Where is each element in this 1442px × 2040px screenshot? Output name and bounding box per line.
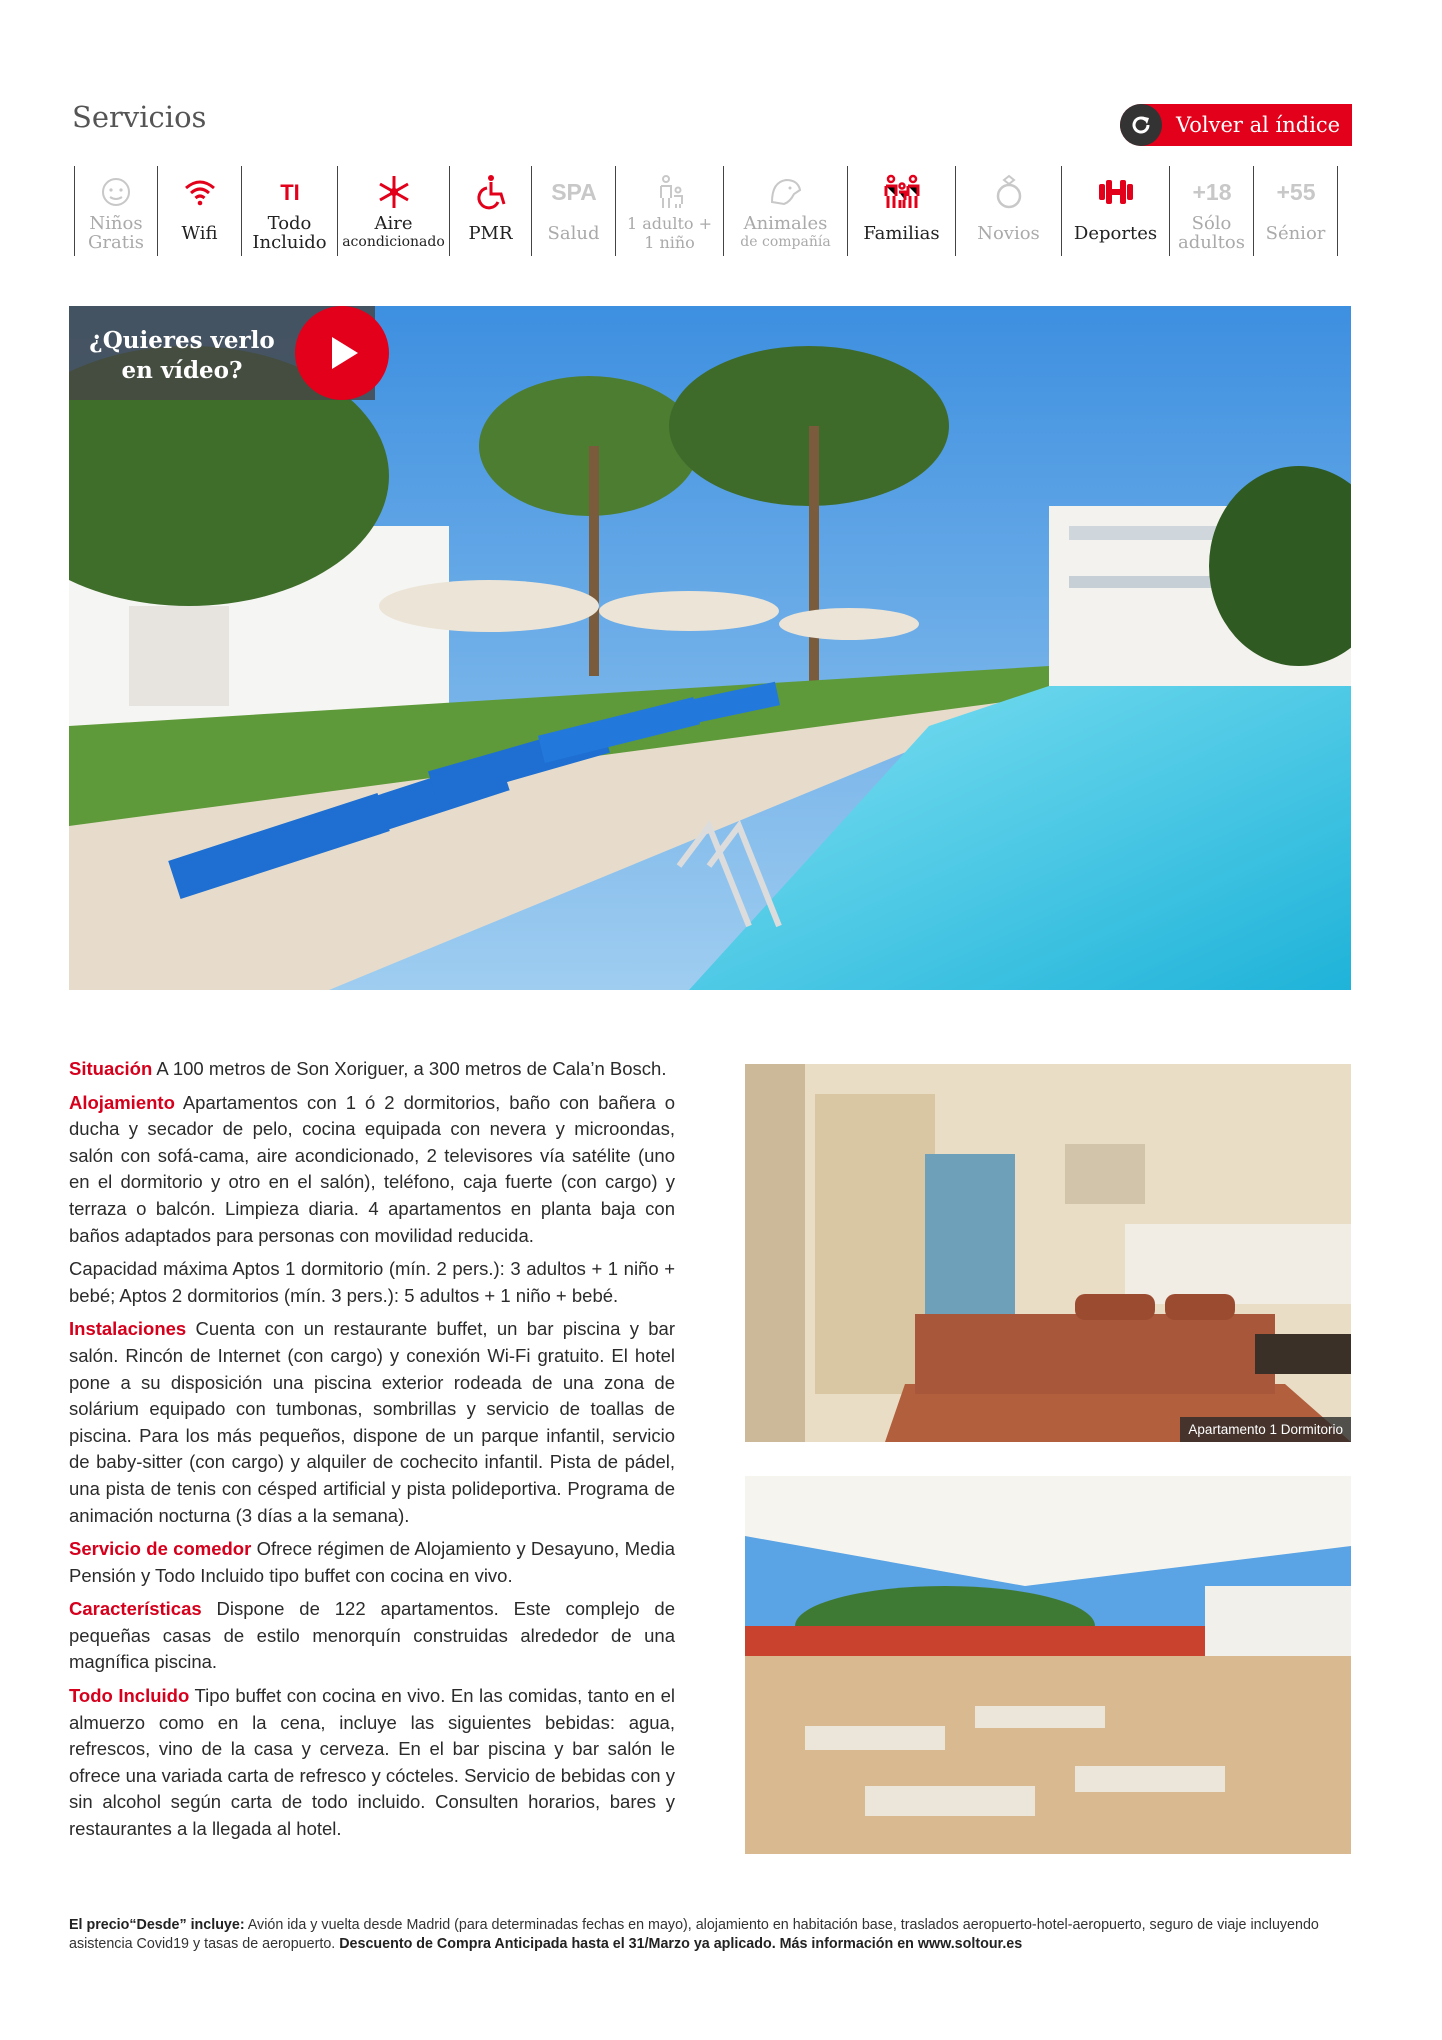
photo-caption: Apartamento 1 Dormitorio — [1180, 1417, 1351, 1442]
footer-bold-tail: Descuento de Compra Anticipada hasta el 31/Marzo ya aplicado. Más información en www.soltour.es — [339, 1936, 1023, 1952]
service-family — [848, 166, 956, 256]
service-label — [468, 224, 512, 243]
ti-icon — [260, 170, 320, 214]
service-label-line1: Deportes — [1073, 223, 1158, 244]
footer-text: Avión ida y vuelta desde Madrid (para determinadas fechas en mayo), alojamiento en habitación base, traslados aeropuerto-hotel-aeropuerto, seguro de viaje incluyendo asistencia Covid19 y tasas de aeropuerto. — [69, 1917, 1319, 1952]
service-label-line1: Familias — [863, 223, 940, 244]
service-pet — [724, 166, 848, 256]
service-label-line2: acondicionado — [342, 234, 445, 250]
service-label-line2: Gratis — [88, 232, 144, 253]
adult-child-icon — [650, 170, 690, 214]
section-text: Capacidad máxima Aptos 1 dormitorio (mín. 2 pers.): 3 adultos + 1 niño + bebé; Aptos 2 dormitorios (mín. 3 pers.): 5 adultos + 1 niño + bebé. — [69, 1258, 675, 1306]
hotel-description — [69, 1056, 675, 1850]
terrace-restaurant-photo — [745, 1476, 1351, 1854]
service-label — [1266, 224, 1326, 243]
description-paragraph — [69, 1683, 675, 1843]
service-label — [182, 224, 218, 243]
child-face-icon — [96, 170, 136, 214]
wifi-icon — [180, 170, 220, 214]
page-title: Servicios — [72, 100, 207, 134]
service-label-line1: Salud — [547, 223, 600, 244]
service-label — [548, 224, 600, 243]
refresh-icon — [1120, 104, 1162, 146]
video-badge-line1: ¿Quieres verlo — [89, 327, 275, 354]
section-text: Ofrece régimen de Alojamiento y Desayuno, Media Pensión y Todo Incluido tipo buffet con cocina en vivo. — [69, 1538, 676, 1586]
spa-icon — [544, 170, 604, 214]
section-text: Dispone de 122 apartamentos. Este complejo de pequeñas casas de estilo menorquín construidas alrededor de una magnífica piscina. — [69, 1598, 675, 1673]
ring-icon — [989, 170, 1029, 214]
service-label-line1: Sólo — [1191, 213, 1232, 234]
section-heading: Situación — [69, 1058, 153, 1079]
service-label-line1: Aire — [374, 213, 413, 234]
service-dumbbell — [1062, 166, 1170, 256]
service-label-line1: Animales — [743, 213, 828, 234]
section-text: A 100 metros de Son Xoriguer, a 300 metros de Cala’n Bosch. — [152, 1058, 667, 1079]
wheelchair-icon — [471, 170, 511, 214]
service-label — [740, 214, 830, 252]
service-label — [977, 224, 1040, 243]
service-label-line1: Todo — [267, 213, 312, 234]
section-heading: Todo Incluido — [69, 1685, 190, 1707]
hero-pool-photo — [69, 306, 1351, 990]
description-paragraph — [69, 1316, 675, 1529]
price-includes-footer — [69, 1916, 1359, 1954]
svg-text:SPA: SPA — [550, 179, 597, 205]
service-label-line1: Niños — [89, 213, 143, 234]
service-plus55 — [1254, 166, 1338, 256]
pet-icon — [766, 170, 806, 214]
service-label-line2: adultos — [1178, 232, 1245, 253]
family-icon — [882, 170, 922, 214]
bedroom-photo — [745, 1064, 1351, 1442]
service-label — [88, 214, 144, 252]
service-label-line1: PMR — [468, 223, 513, 244]
description-paragraph — [69, 1056, 675, 1083]
service-ti — [242, 166, 338, 256]
section-heading: Alojamiento — [69, 1091, 175, 1113]
service-label-line1: Novios — [977, 223, 1040, 244]
section-text: Tipo buffet con cocina en vivo. En las comidas, tanto en el almuerzo como en la cena, incluye las siguientes bebidas: agua, refrescos, vino de la casa y cerveza. En el bar piscina y bar salón le ofrece una variada carta de refresco y cócteles. Servicio de bebidas con y sin alcohol según carta de todo incluido. Consulten horarios, bares y restaurantes a la llegada al hotel. — [69, 1685, 675, 1840]
description-paragraph — [69, 1536, 675, 1589]
service-plus18 — [1170, 166, 1254, 256]
service-spa — [532, 166, 616, 256]
svg-text:+55: +55 — [1275, 179, 1316, 205]
description-paragraph — [69, 1256, 675, 1309]
section-heading: Servicio de comedor — [69, 1538, 252, 1560]
service-label-line1: 1 adulto + — [626, 214, 713, 233]
service-label-line2: Incluido — [252, 232, 327, 253]
service-label — [627, 214, 712, 252]
service-ring — [956, 166, 1062, 256]
snowflake-icon — [374, 170, 414, 214]
service-label — [1074, 224, 1157, 243]
svg-text:+18: +18 — [1191, 179, 1232, 205]
service-child-face — [74, 166, 158, 256]
play-icon[interactable] — [295, 306, 389, 400]
service-label-line1: Wifi — [181, 223, 218, 244]
service-wheelchair — [450, 166, 532, 256]
section-text: Cuenta con un restaurante buffet, un bar piscina y bar salón. Rincón de Internet (con cargo) y conexión Wi-Fi gratuito. El hotel pone a su disposición una piscina exterior rodeada de una zona de solárium equipado con tumbonas, sombrillas y servicio de toallas de piscina. Para los más pequeños, dispone de un parque infantil, servicio de baby-sitter (con cargo) y alquiler de cochecito infantil. Pista de pádel, una pista de tenis con césped artificial y pista polideportiva. Programa de animación nocturna (3 días a la semana). — [69, 1318, 675, 1526]
service-label — [863, 224, 939, 243]
footer-lead: El precio“Desde” incluye: — [69, 1917, 245, 1933]
service-label-line2: de compañía — [740, 234, 831, 250]
service-label-line1: Sénior — [1265, 223, 1326, 244]
video-badge-line2: en vídeo? — [121, 357, 243, 384]
service-label — [1178, 214, 1245, 252]
description-paragraph — [69, 1090, 675, 1250]
service-adult-child — [616, 166, 724, 256]
plus55-icon — [1266, 170, 1326, 214]
service-label — [342, 214, 445, 252]
section-heading: Características — [69, 1598, 202, 1620]
service-wifi — [158, 166, 242, 256]
service-label — [252, 214, 326, 252]
back-to-index-button[interactable] — [1120, 104, 1352, 146]
svg-text:TI: TI — [279, 180, 300, 205]
dumbbell-icon — [1096, 170, 1136, 214]
section-text: Apartamentos con 1 ó 2 dormitorios, baño con bañera o ducha y secador de pelo, cocina equipada con nevera y microondas, salón con sofá-cama, aire acondicionado, 2 televisores vía satélite (uno en el dormitorio y otro en el salón), teléfono, caja fuerte (con cargo) y terraza o balcón. Limpieza diaria. 4 apartamentos en planta baja con baños adaptados para personas con movilidad reducida. — [69, 1091, 675, 1246]
service-snowflake — [338, 166, 450, 256]
description-paragraph — [69, 1596, 675, 1676]
watch-video-button[interactable] — [69, 306, 375, 400]
services-bar — [74, 166, 1358, 256]
plus18-icon — [1182, 170, 1242, 214]
section-heading: Instalaciones — [69, 1318, 187, 1340]
service-label-line2: 1 niño — [644, 233, 695, 252]
back-to-index-label: Volver al índice — [1176, 113, 1341, 137]
